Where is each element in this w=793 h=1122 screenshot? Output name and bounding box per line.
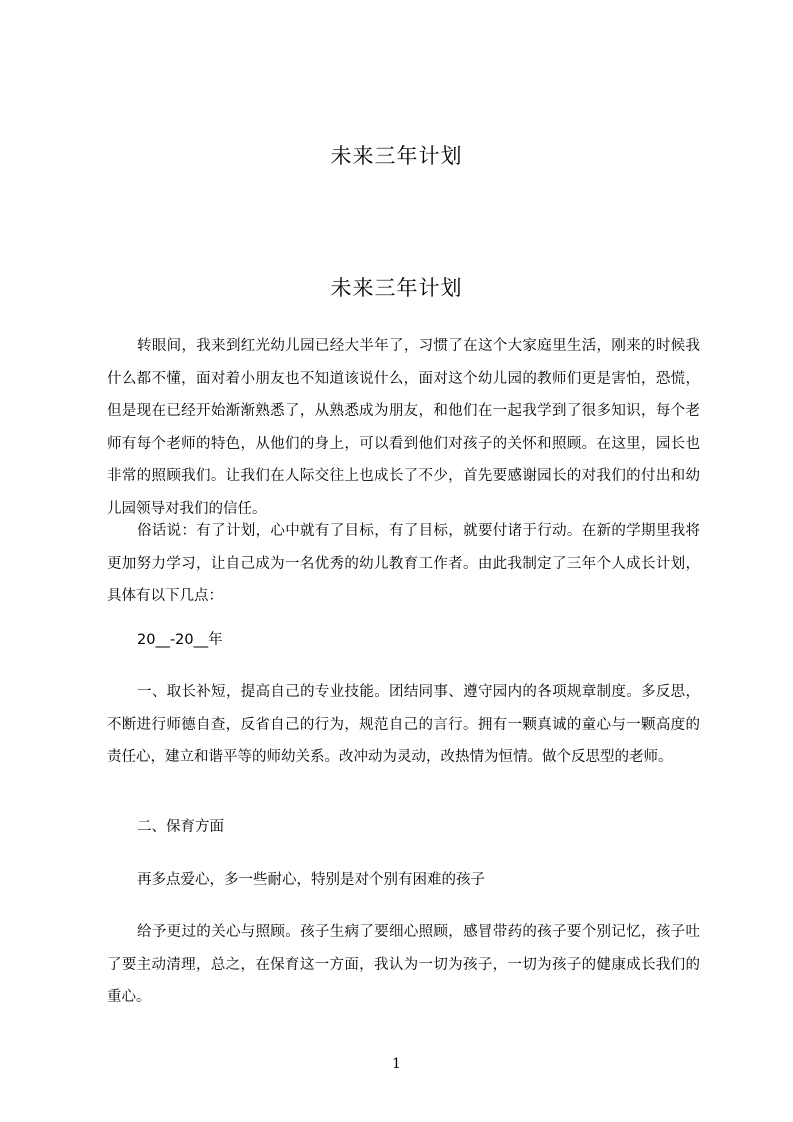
paragraph-year-range: 20__-20__年 [137, 632, 223, 648]
paragraph-care-details: 给予更过的关心与照顾。孩子生病了要细心照顾，感冒带药的孩子要个别记忆，孩子吐了要主动清理，总之，在保育这一方面，我认为一切为孩子，一切为孩子的健康成长我们的重心。 [107, 924, 700, 1005]
paragraph-care-intro: 再多点爱心，多一些耐心，特别是对个别有困难的孩子 [137, 872, 485, 888]
paragraph-section-one: 一、取长补短，提高自己的专业技能。团结同事、遵守园内的各项规章制度。多反思，不断进行师德自查，反省自己的行为，规范自己的言行。拥有一颗真诚的童心与一颗高度的责任心，建立和谐平等的师幼关系。改冲动为灵动，改热情为恒情。做个反思型的老师。 [107, 684, 700, 765]
main-title: 未来三年计划 [330, 276, 463, 300]
header-title: 未来三年计划 [330, 144, 463, 168]
page-number: 1 [392, 1056, 401, 1072]
paragraph-plan-purpose: 俗话说：有了计划，心中就有了目标，有了目标，就要付诸于行动。在新的学期里我将更加努力学习，让自己成为一名优秀的幼儿教育工作者。由此我制定了三年个人成长计划，具体有以下几点： [107, 523, 700, 604]
paragraph-intro: 转眼间，我来到红光幼儿园已经大半年了，习惯了在这个大家庭里生活，刚来的时候我什么都不懂，面对着小朋友也不知道该说什么，面对这个幼儿园的教师们更是害怕，恐慌，但是现在已经开始渐渐熟悉了，从熟悉成为朋友，和他们在一起我学到了很多知识，每个老师有每个老师的特色，从他们的身上，可以看到他们对孩子的关怀和照顾。在这里，园长也非常的照顾我们。让我们在人际交往上也成长了不少，首先要感谢园长的对我们的付出和幼儿园领导对我们的信任。 [107, 338, 700, 517]
paragraph-section-two-heading: 二、保育方面 [137, 819, 224, 835]
